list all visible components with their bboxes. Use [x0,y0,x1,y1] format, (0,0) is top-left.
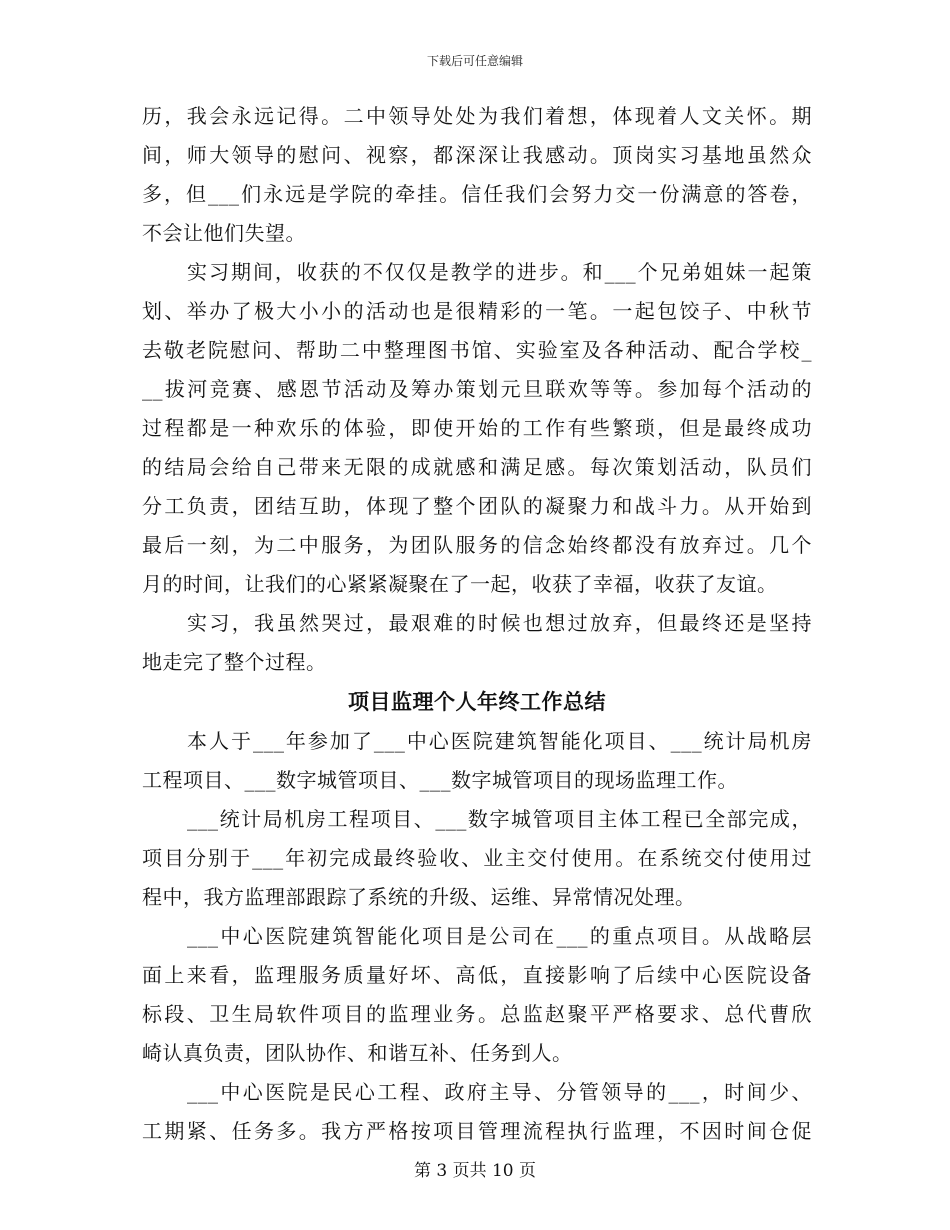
body-line: 实习期间，收获的不仅仅是教学的进步。和___个兄弟姐妹一起策 [187,260,812,284]
body-line: 的结局会给自己带来无限的成就感和满足感。每次策划活动，队员们 [142,455,812,479]
section-line: 工期紧、任务多。我方严格按项目管理流程执行监理，不因时间仓促 [142,1119,812,1143]
body-line: 历，我会永远记得。二中领导处处为我们着想，体现着人文关怀。期 [142,104,812,128]
section-line: ___统计局机房工程项目、___数字城管项目主体工程已全部完成， [187,807,812,831]
section-line: 面上来看，监理服务质量好坏、高低，直接影响了后续中心医院设备 [142,963,812,987]
body-line: 最后一刻，为二中服务，为团队服务的信念始终都没有放弃过。几个 [142,533,812,557]
section-line: 项目分别于___年初完成最终验收、业主交付使用。在系统交付使用过 [142,846,812,870]
section-line: 工程项目、___数字城管项目、___数字城管项目的现场监理工作。 [142,768,738,792]
page-footer: 第 3 页共 10 页 [413,1161,537,1181]
section-line: 本人于___年参加了___中心医院建筑智能化项目、___统计局机房 [187,729,812,753]
body-line: 不会让他们失望。 [142,221,306,245]
body-line: 划、举办了极大小小的活动也是很精彩的一笔。一起包饺子、中秋节 [142,299,812,323]
body-line: __拔河竞赛、感恩节活动及筹办策划元旦联欢等等。参加每个活动的 [142,377,812,401]
section-line: ___中心医院建筑智能化项目是公司在___的重点项目。从战略层 [187,924,812,948]
body-line: 去敬老院慰问、帮助二中整理图书馆、实验室及各种活动、配合学校_ [142,338,812,362]
section-line: 程中，我方监理部跟踪了系统的升级、运维、异常情况处理。 [142,885,696,909]
body-line: 间，师大领导的慰问、视察，都深深让我感动。顶岗实习基地虽然众 [142,143,812,167]
section-line: 崎认真负责，团队协作、和谐互补、任务到人。 [142,1041,573,1065]
section-line: ___中心医院是民心工程、政府主导、分管领导的___，时间少、 [187,1080,812,1104]
section-line: 标段、卫生局软件项目的监理业务。总监赵聚平严格要求、总代曹欣 [142,1002,812,1026]
body-line: 多，但___们永远是学院的牵挂。信任我们会努力交一份满意的答卷， [142,182,812,206]
body-line: 月的时间，让我们的心紧紧凝聚在了一起，收获了幸福，收获了友谊。 [142,572,778,596]
page-header: 下载后可任意编辑 [426,54,523,68]
body-line: 分工负责，团结互助，体现了整个团队的凝聚力和战斗力。从开始到 [142,494,812,518]
body-line: 实习，我虽然哭过，最艰难的时候也想过放弃，但最终还是坚持 [187,611,812,635]
document-body [142,97,812,1151]
section-title: 项目监理个人年终工作总结 [348,689,606,714]
body-line: 过程都是一种欢乐的体验，即使开始的工作有些繁琐，但是最终成功 [142,416,812,440]
body-line: 地走完了整个过程。 [142,650,327,674]
